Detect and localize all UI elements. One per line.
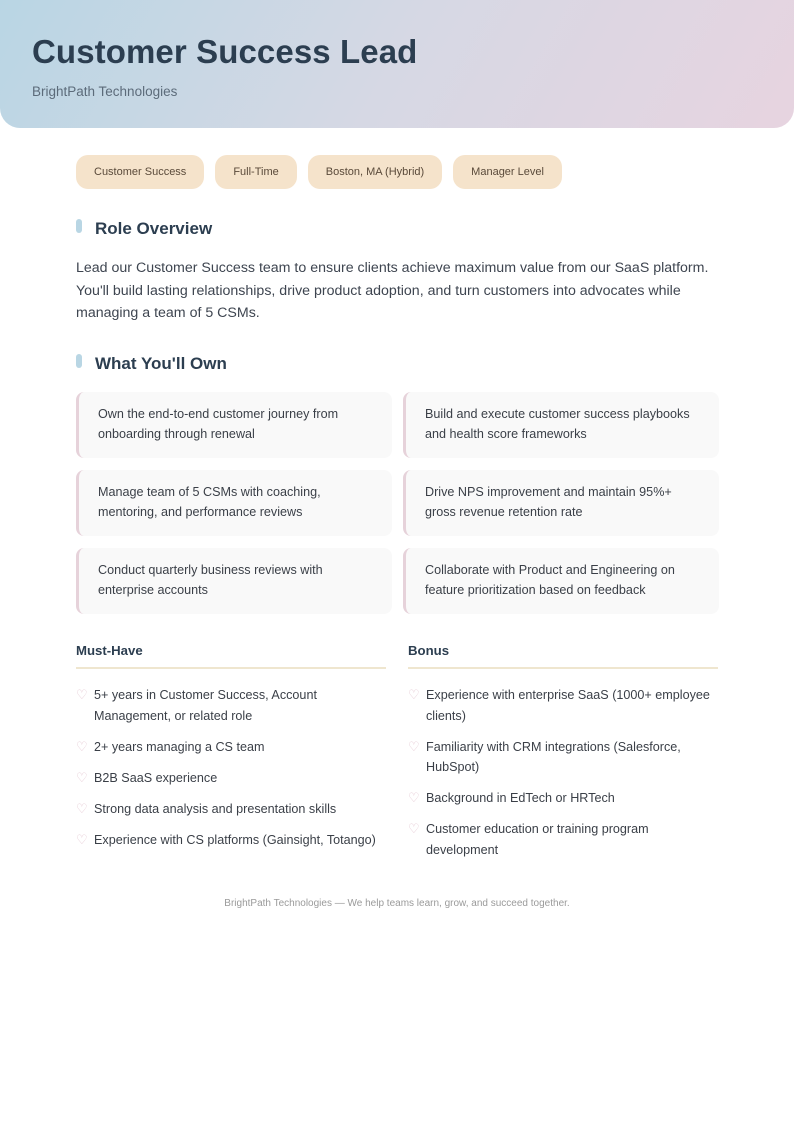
responsibility-card: Drive NPS improvement and maintain 95%+ gross revenue retention rate xyxy=(403,470,719,536)
list-item-text: Experience with enterprise SaaS (1000+ employee clients) xyxy=(426,688,710,723)
job-title: Customer Success Lead xyxy=(32,33,418,70)
responsibility-card: Conduct quarterly business reviews with enterprise accounts xyxy=(76,548,392,614)
list-item xyxy=(408,685,718,726)
section-heading-label: Role Overview xyxy=(95,219,213,238)
list-item xyxy=(408,737,718,778)
list-item-text: Strong data analysis and presentation skills xyxy=(94,801,337,816)
list-item xyxy=(408,819,718,860)
list-item xyxy=(76,685,386,726)
heart-icon: ♡ xyxy=(76,769,88,785)
must-have-heading: Must-Have xyxy=(76,643,386,669)
heart-icon: ♡ xyxy=(76,687,88,702)
responsibility-card: Own the end-to-end customer journey from onboarding through renewal xyxy=(76,392,392,458)
company-name: BrightPath Technologies xyxy=(32,84,178,99)
accent-bar-icon xyxy=(76,219,82,233)
tag-list xyxy=(76,155,562,189)
bonus-heading: Bonus xyxy=(408,643,718,669)
tag-department: Customer Success xyxy=(76,155,204,189)
list-item-text: B2B SaaS experience xyxy=(94,770,218,785)
section-heading-label: What You'll Own xyxy=(95,354,227,373)
page-header xyxy=(0,0,794,128)
heart-icon: ♡ xyxy=(76,800,88,816)
heart-icon: ♡ xyxy=(408,790,420,805)
bonus-list xyxy=(408,685,718,860)
list-item-text: Familiarity with CRM integrations (Salesforce, HubSpot) xyxy=(426,739,681,774)
heart-icon: ♡ xyxy=(76,831,88,847)
list-item-text: 5+ years in Customer Success, Account Management, or related role xyxy=(94,688,317,723)
list-item xyxy=(408,788,718,809)
responsibility-grid xyxy=(76,392,719,614)
tag-location: Boston, MA (Hybrid) xyxy=(308,155,442,189)
list-item xyxy=(76,830,386,851)
list-item-text: 2+ years managing a CS team xyxy=(94,739,265,754)
list-item xyxy=(76,768,386,789)
tag-employment-type: Full-Time xyxy=(215,155,296,189)
list-item-text: Experience with CS platforms (Gainsight, Totango) xyxy=(94,832,376,847)
list-item xyxy=(76,737,386,758)
list-item-text: Background in EdTech or HRTech xyxy=(426,791,615,805)
section-heading-overview xyxy=(76,219,212,239)
responsibility-card: Manage team of 5 CSMs with coaching, mentoring, and performance reviews xyxy=(76,470,392,536)
list-item xyxy=(76,799,386,820)
section-heading-responsibilities xyxy=(76,354,227,374)
must-have-list xyxy=(76,685,386,850)
heart-icon: ♡ xyxy=(76,738,88,754)
responsibility-card: Collaborate with Product and Engineering on feature prioritization based on feedback xyxy=(403,548,719,614)
responsibility-card: Build and execute customer success playbooks and health score frameworks xyxy=(403,392,719,458)
role-overview-text: Lead our Customer Success team to ensure clients achieve maximum value from our SaaS platform. You'll build lasting relationships, drive product adoption, and turn customers into advocates while managing a team of 5 CSMs. xyxy=(76,260,709,321)
list-item-text: Customer education or training program development xyxy=(426,822,649,857)
must-have-column xyxy=(76,643,386,861)
bonus-column xyxy=(408,643,718,871)
heart-icon: ♡ xyxy=(408,687,420,702)
heart-icon: ♡ xyxy=(408,821,420,836)
page-footer: BrightPath Technologies — We help teams learn, grow, and succeed together. xyxy=(224,898,570,909)
accent-bar-icon xyxy=(76,354,82,368)
heart-icon: ♡ xyxy=(408,738,420,754)
tag-level: Manager Level xyxy=(453,155,562,189)
